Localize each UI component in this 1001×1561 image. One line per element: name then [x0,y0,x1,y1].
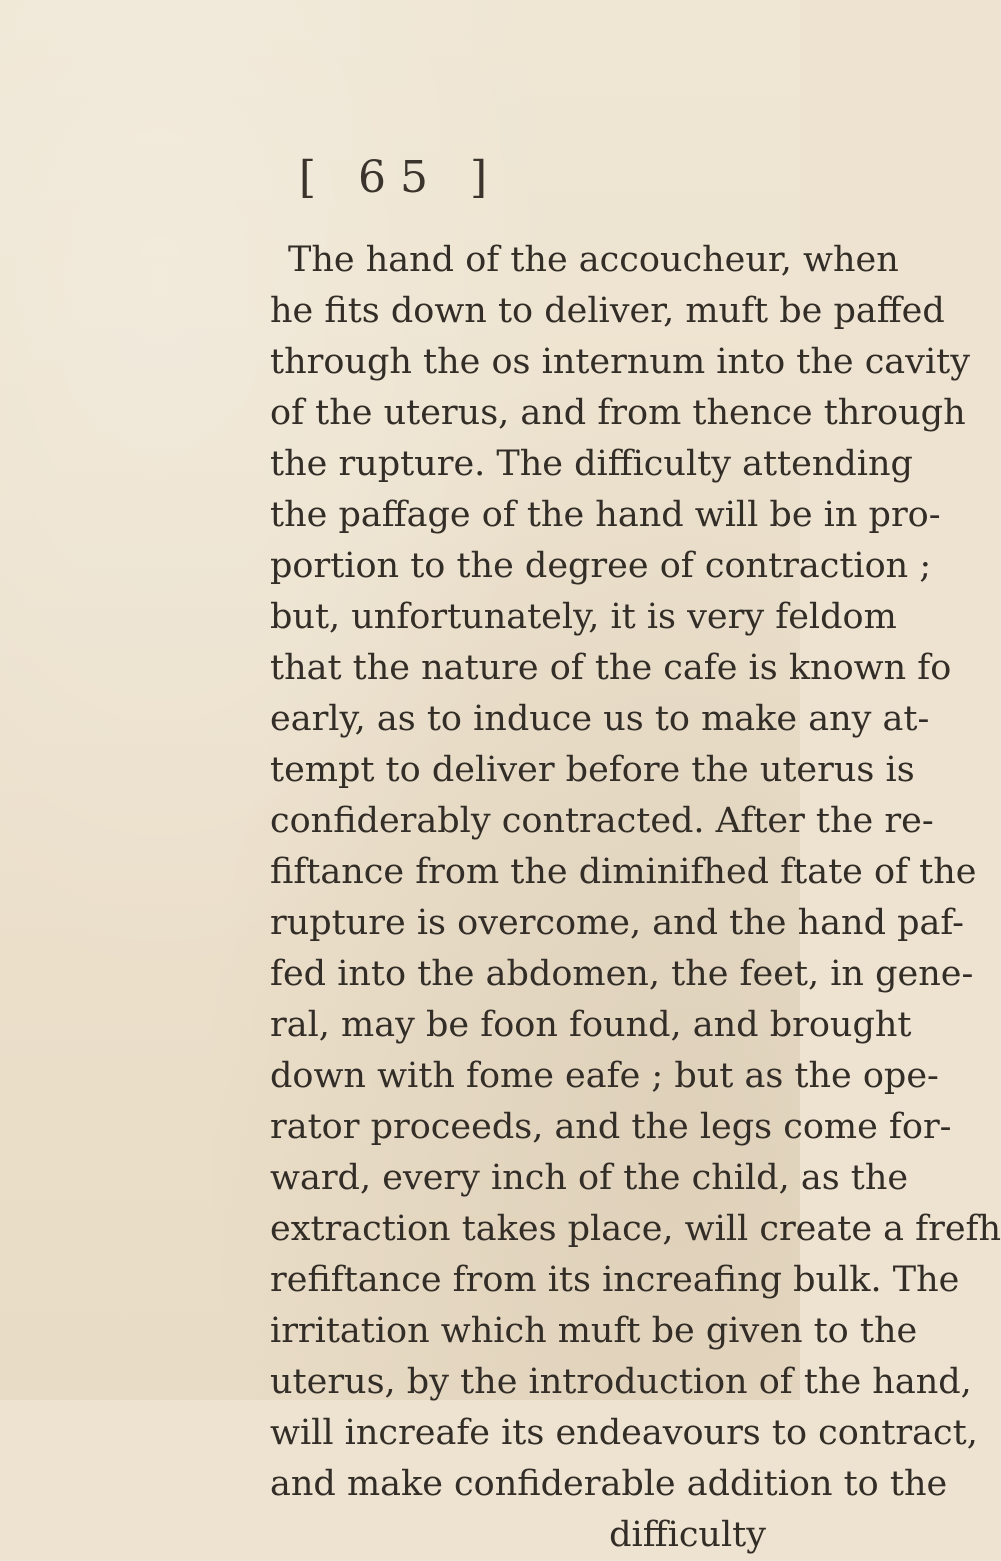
text-line: he fits down to deliver, muft be paffed [270,291,945,331]
text-line: through the os internum into the cavity [270,342,970,382]
page-number: [ 65 ] [298,152,502,203]
text-line: tempt to deliver before the uterus is [270,750,915,790]
text-line: fed into the abdomen, the feet, in gene- [270,954,974,994]
text-line: confiderably contracted. After the re- [270,801,934,841]
text-line: ral, may be foon found, and brought [270,1005,912,1045]
text-line: the rupture. The difficulty attending [270,444,913,484]
text-line: refiftance from its increafing bulk. The [270,1260,960,1300]
text-line: fiftance from the diminifhed ftate of the [270,852,977,892]
text-line: but, unfortunately, it is very feldom [270,597,897,637]
catchword: difficulty [609,1515,766,1555]
text-line: extraction takes place, will create a frefh [270,1209,1001,1249]
text-line: the paffage of the hand will be in pro- [270,495,941,535]
text-line: rator proceeds, and the legs come for- [270,1107,952,1147]
text-line: down with fome eafe ; but as the ope- [270,1056,939,1096]
text-line: of the uterus, and from thence through [270,393,966,433]
text-line: early, as to induce us to make any at- [270,699,930,739]
text-line: that the nature of the cafe is known fo [270,648,952,688]
body-text [270,235,1001,1561]
text-line: uterus, by the introduction of the hand, [270,1362,972,1402]
text-line: and make confiderable addition to the [270,1464,948,1504]
text-line: will increafe its endeavours to contract, [270,1413,978,1453]
text-line: rupture is overcome, and the hand paf- [270,903,964,943]
text-line: ward, every inch of the child, as the [270,1158,909,1198]
text-line: irritation which muft be given to the [270,1311,918,1351]
text-line: The hand of the accoucheur, when [288,240,899,280]
text-line: portion to the degree of contraction ; [270,546,932,586]
